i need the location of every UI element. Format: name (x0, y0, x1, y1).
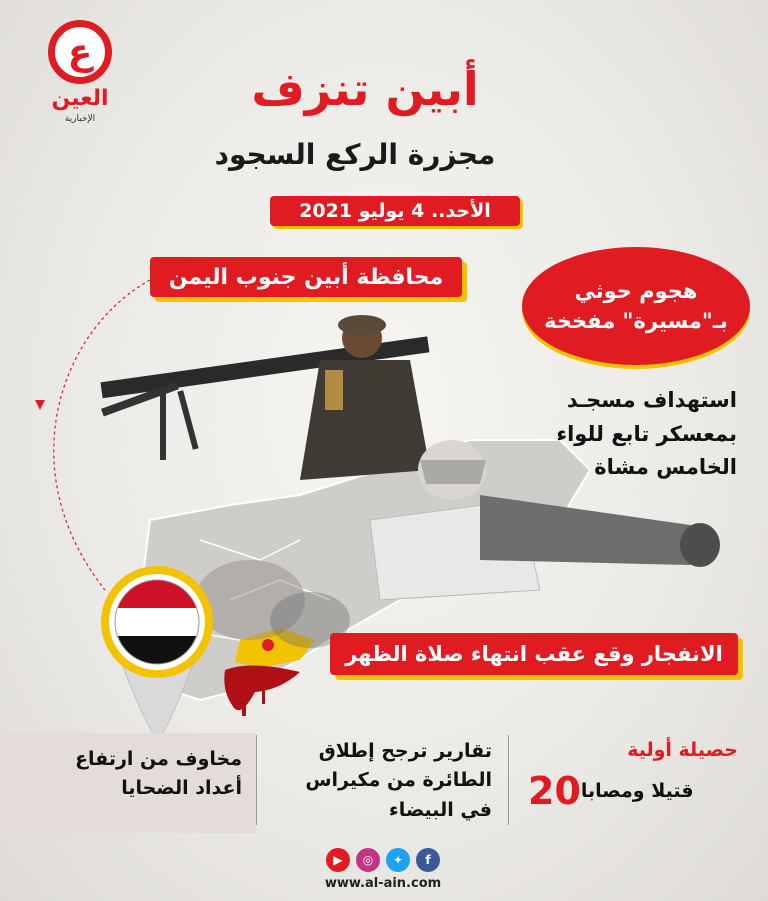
target-line-1: استهداف مسجـد (566, 388, 737, 412)
toll-row (518, 769, 738, 813)
attack-line-1: هجوم حوثي (574, 278, 698, 303)
page-title: أبين تنزف (251, 62, 479, 116)
target-line-2: بمعسكر تابع للواء (556, 421, 737, 446)
twitter-icon[interactable]: ✦ (386, 848, 410, 872)
fears-column (0, 733, 256, 833)
fears-line-1: مخاوف من ارتفاع (75, 748, 242, 770)
attack-line-2: بـ"مسيرة" مفخخة (544, 309, 728, 333)
toll-number: 20 (528, 769, 581, 813)
yemen-flag-pin (101, 566, 213, 738)
arc-arrow-icon (35, 400, 45, 410)
dotted-arc (54, 280, 150, 590)
reports-column (256, 733, 508, 833)
attack-info-circle (522, 247, 750, 365)
explosion-badge: الانفجار وقع عقب انتهاء صلاة الظهر (330, 633, 738, 675)
machine-gunner-figure (100, 315, 430, 480)
logo-subtitle: الإخبارية (64, 114, 96, 124)
fears-line-2: أعداد الضحايا (121, 777, 242, 800)
social-links (325, 848, 441, 872)
reports-line-2: الطائرة من مكيراس (305, 769, 492, 792)
date-badge: الأحد.. 4 يوليو 2021 (270, 196, 520, 226)
page-subtitle: مجزرة الركع السجود (214, 138, 496, 171)
toll-title: حصيلة أولية (627, 739, 738, 761)
region-badge: محافظة أبين جنوب اليمن (150, 257, 462, 297)
facebook-icon[interactable]: f (416, 848, 440, 872)
logo-name: العين (51, 86, 109, 111)
target-info (475, 384, 737, 485)
toll-label: قتيلا ومصابا (580, 780, 694, 802)
website-link[interactable]: www.al-ain.com (324, 876, 442, 891)
brand-logo (40, 20, 120, 130)
logo-glyph: ع (67, 31, 93, 73)
youtube-icon[interactable]: ▶ (326, 848, 350, 872)
reports-line-1: تقارير ترجح إطلاق (318, 740, 492, 762)
facts-strip (0, 733, 768, 833)
instagram-icon[interactable]: ◎ (356, 848, 380, 872)
target-line-3: الخامس مشاة (594, 455, 737, 480)
reports-line-3: في البيضاء (388, 798, 492, 821)
toll-column (508, 733, 768, 833)
